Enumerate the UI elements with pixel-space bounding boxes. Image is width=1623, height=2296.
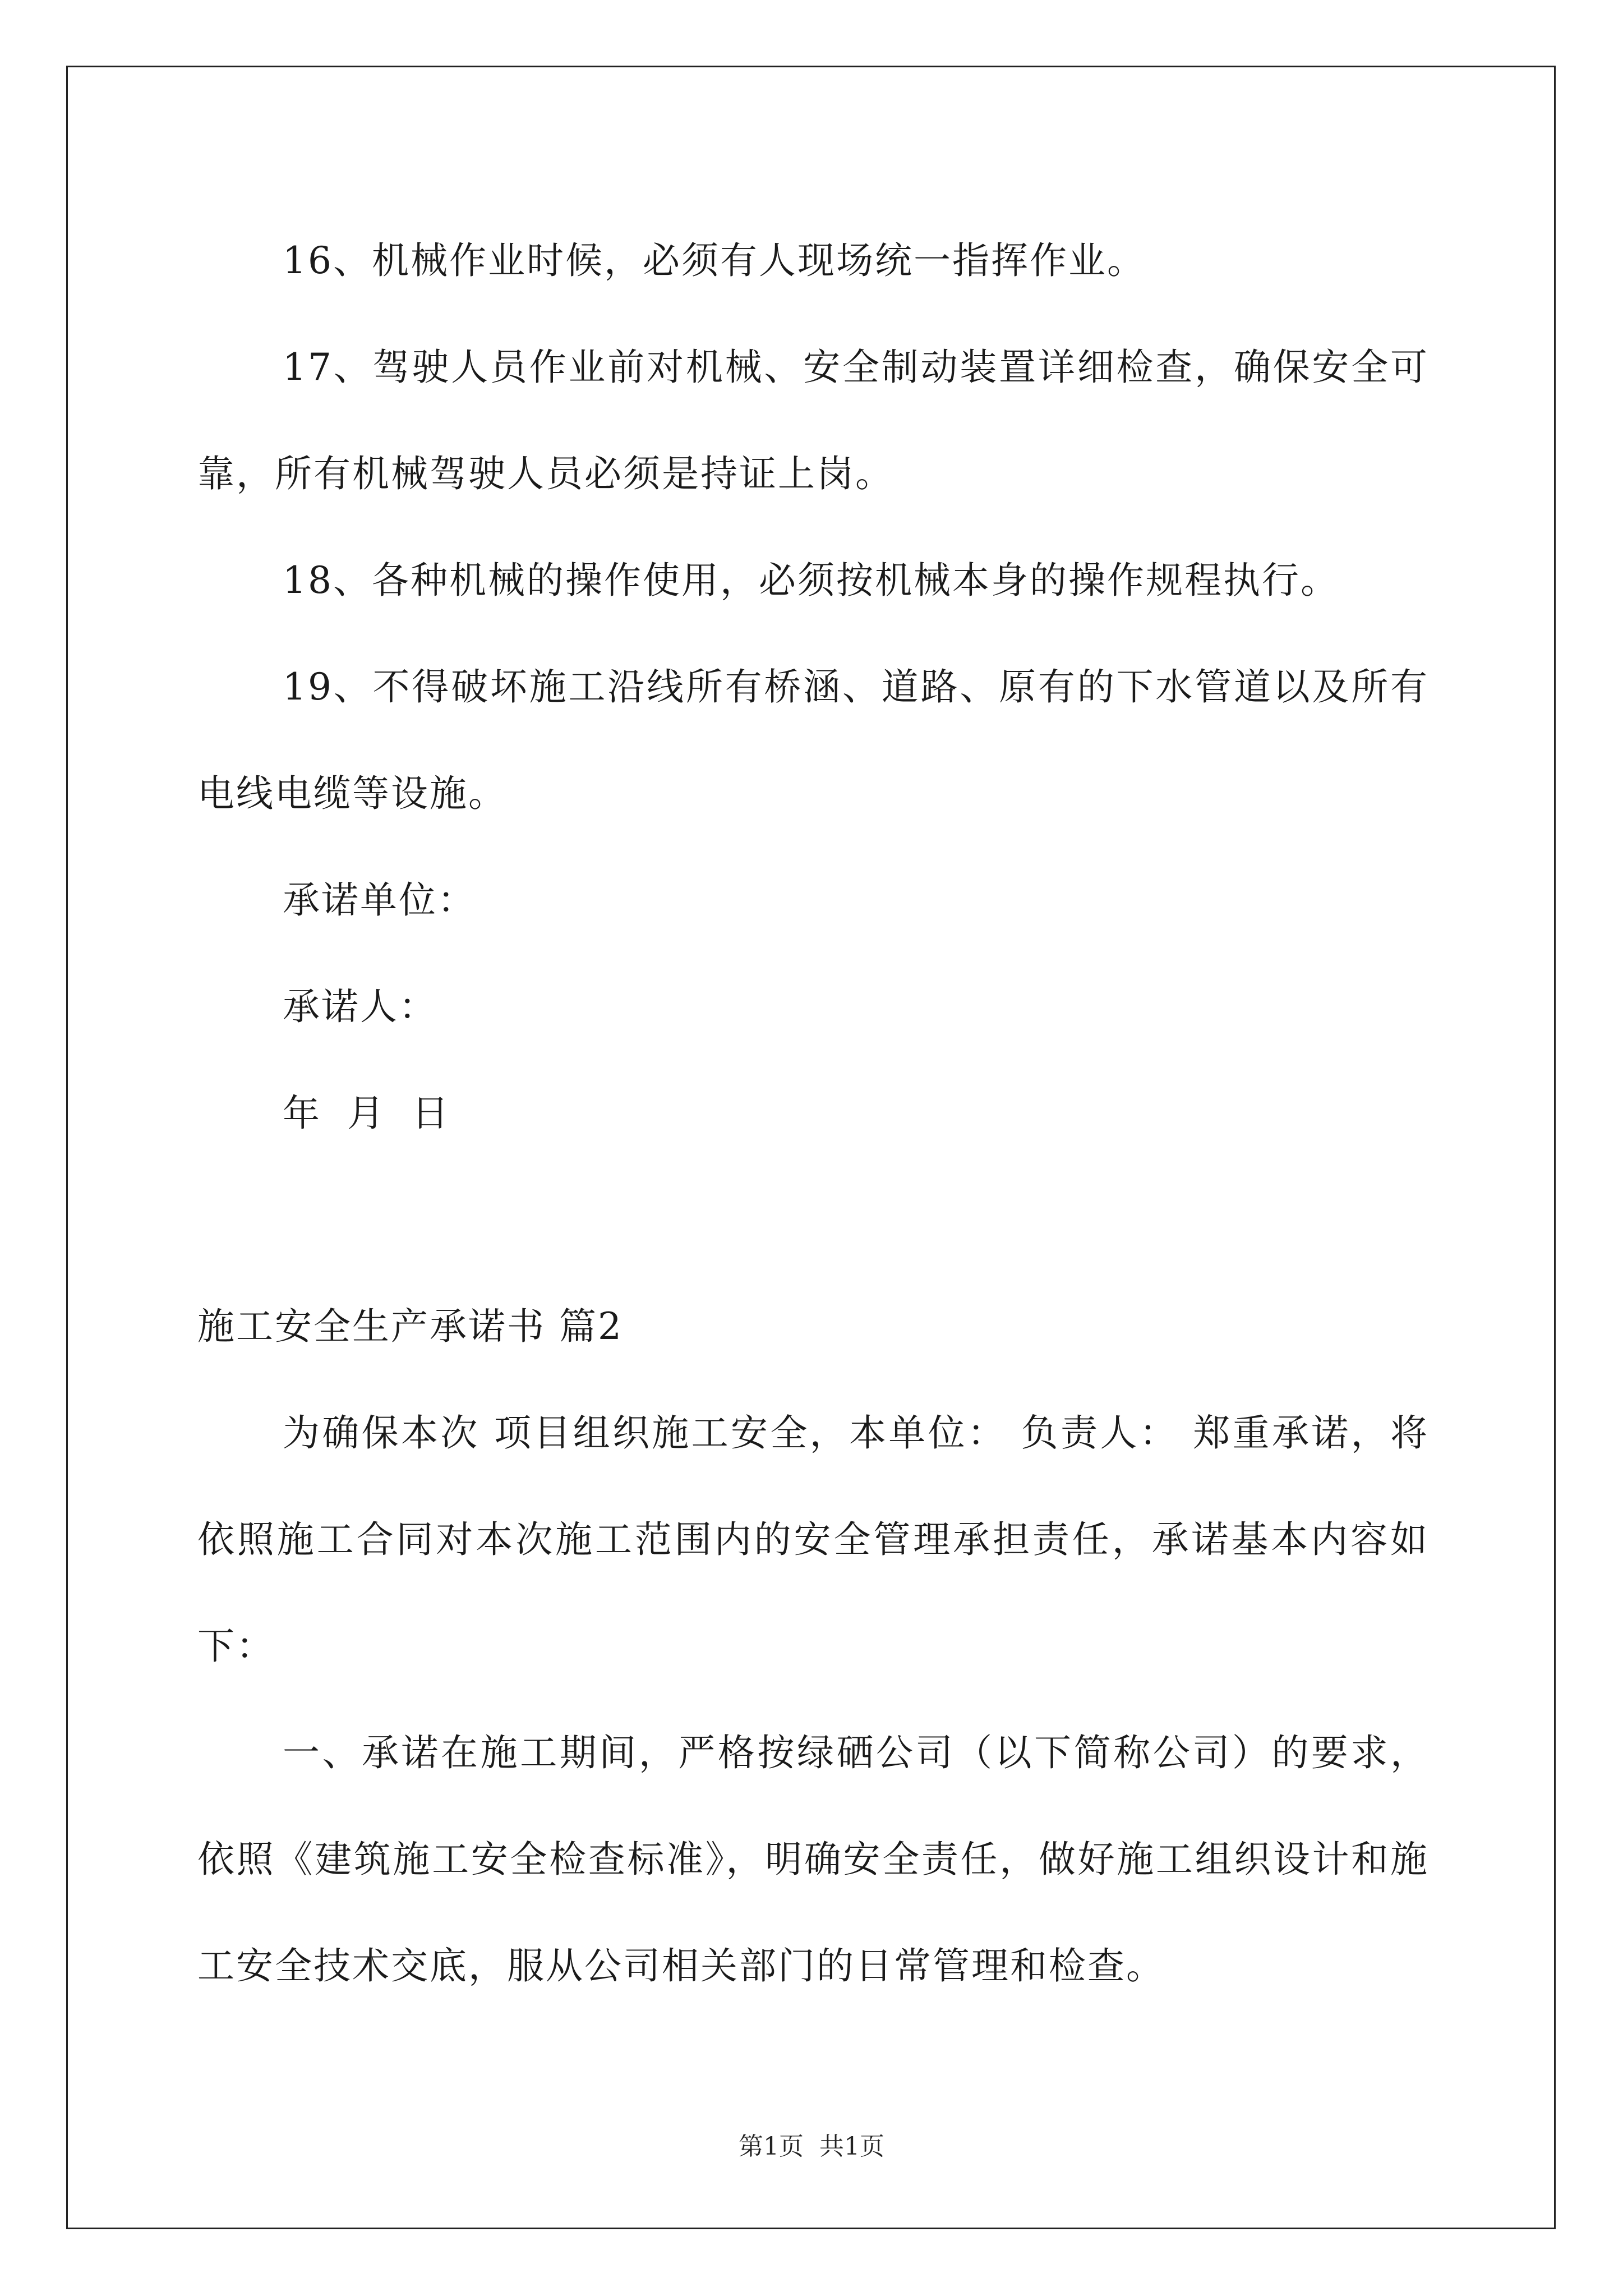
clause-19: 19、不得破坏施工沿线所有桥涵、道路、原有的下水管道以及所有电线电缆等设施。: [197, 665, 1429, 815]
date-day: 日: [412, 1092, 450, 1135]
page-footer: [0, 2126, 1623, 2162]
page-number: 第1页: [739, 2132, 804, 2161]
page-total: 共1页: [819, 2132, 884, 2161]
promise-person-label: 承诺人：: [283, 985, 437, 1028]
date-line: [197, 1060, 1429, 1167]
date-year: 年: [283, 1092, 321, 1135]
section2-intro: 为确保本次 项目组织施工安全，本单位： 负责人： 郑重承诺，将依照施工合同对本次施工范围内的安全管理承担责任，承诺基本内容如下：: [197, 1411, 1429, 1668]
clause-17: 17、驾驶人员作业前对机械、安全制动装置详细检查，确保安全可靠，所有机械驾驶人员必须是持证上岗。: [197, 346, 1429, 495]
document-body: [197, 208, 1429, 2019]
date-month: 月: [347, 1092, 386, 1135]
promise-unit-label: 承诺单位：: [283, 878, 476, 922]
section2-clause-1: 一、承诺在施工期间，严格按绿硒公司（以下简称公司）的要求，依照《建筑施工安全检查标准》，明确安全责任，做好施工组织设计和施工安全技术交底，服从公司相关部门的日常管理和检查。: [197, 1731, 1429, 1987]
section-title: 施工安全生产承诺书 篇2: [197, 1305, 623, 1348]
clause-16: 16、机械作业时候，必须有人现场统一指挥作业。: [283, 239, 1146, 282]
clause-18: 18、各种机械的操作使用，必须按机械本身的操作规程执行。: [283, 559, 1339, 602]
